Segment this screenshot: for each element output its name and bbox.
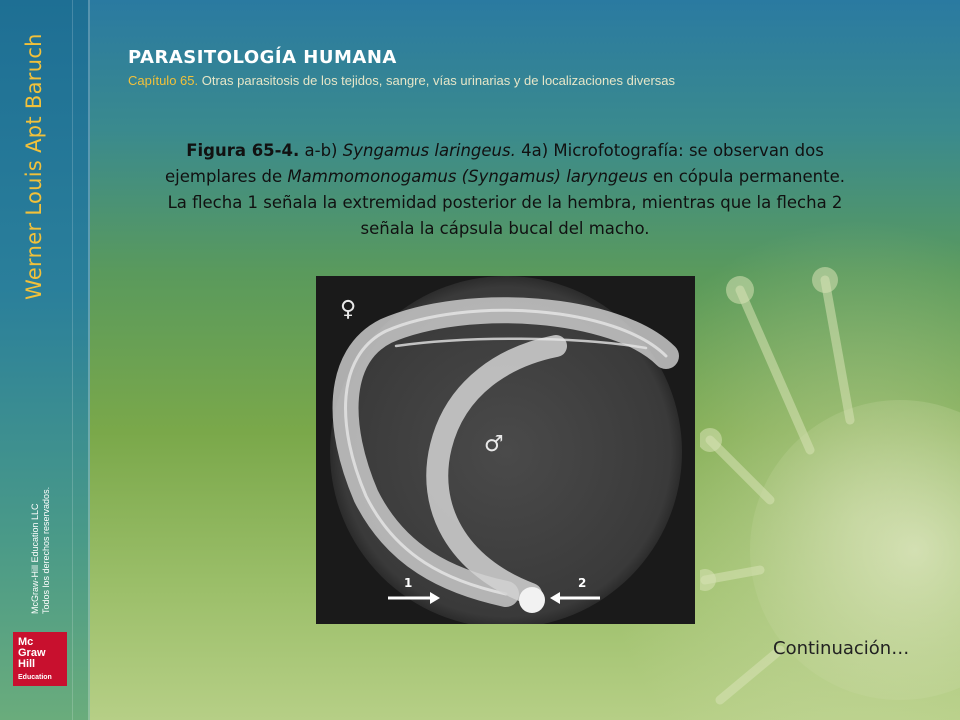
mcgraw-hill-logo — [13, 632, 67, 686]
copyright-notice — [30, 464, 52, 614]
book-title: PARASITOLOGÍA HUMANA — [128, 47, 397, 68]
author-name: Werner Louis Apt Baruch — [22, 33, 46, 300]
copyright-line-2: Todos los derechos reservados. — [41, 486, 51, 614]
arrow-2-label: 2 — [578, 576, 587, 590]
logo-line-4: Education — [18, 674, 52, 681]
chapter-number: Capítulo 65. — [128, 73, 199, 88]
caption-species-2: Mammomonogamus (Syngamus) laryngeus — [287, 167, 648, 186]
logo-line-2: Graw — [18, 647, 46, 659]
figure-label: Figura 65-4. — [186, 141, 300, 160]
arrow-1-label: 1 — [404, 576, 413, 590]
chapter-subtitle — [128, 73, 828, 88]
caption-text-1: Microfotografía: se observan dos ejemplares de — [165, 141, 824, 186]
sidebar — [0, 0, 90, 720]
logo-line-3: Hill — [18, 658, 36, 670]
continuation-label: Continuación… — [773, 638, 910, 659]
logo-line-1: Mc — [18, 636, 34, 648]
caption-part-4a: 4a) — [521, 141, 549, 160]
figure-caption — [165, 138, 845, 242]
micrograph-image — [316, 276, 695, 624]
copyright-line-1: McGraw-Hill Education LLC — [30, 503, 40, 614]
caption-species-1: Syngamus laringeus. — [342, 141, 516, 160]
male-symbol: ♂ — [484, 432, 504, 457]
sidebar-divider — [72, 0, 73, 720]
caption-text-2: en cópula permanente. La flecha 1 señala la extremidad posterior de la hembra, mientras que la flecha 2 señala la cápsula bucal del macho. — [167, 167, 845, 238]
female-symbol: ♀ — [340, 297, 357, 322]
chapter-title: Otras parasitosis de los tejidos, sangre, vías urinarias y de localizaciones diversas — [201, 73, 676, 88]
micrograph-svg — [316, 276, 695, 624]
caption-part-ab: a-b) — [304, 141, 338, 160]
